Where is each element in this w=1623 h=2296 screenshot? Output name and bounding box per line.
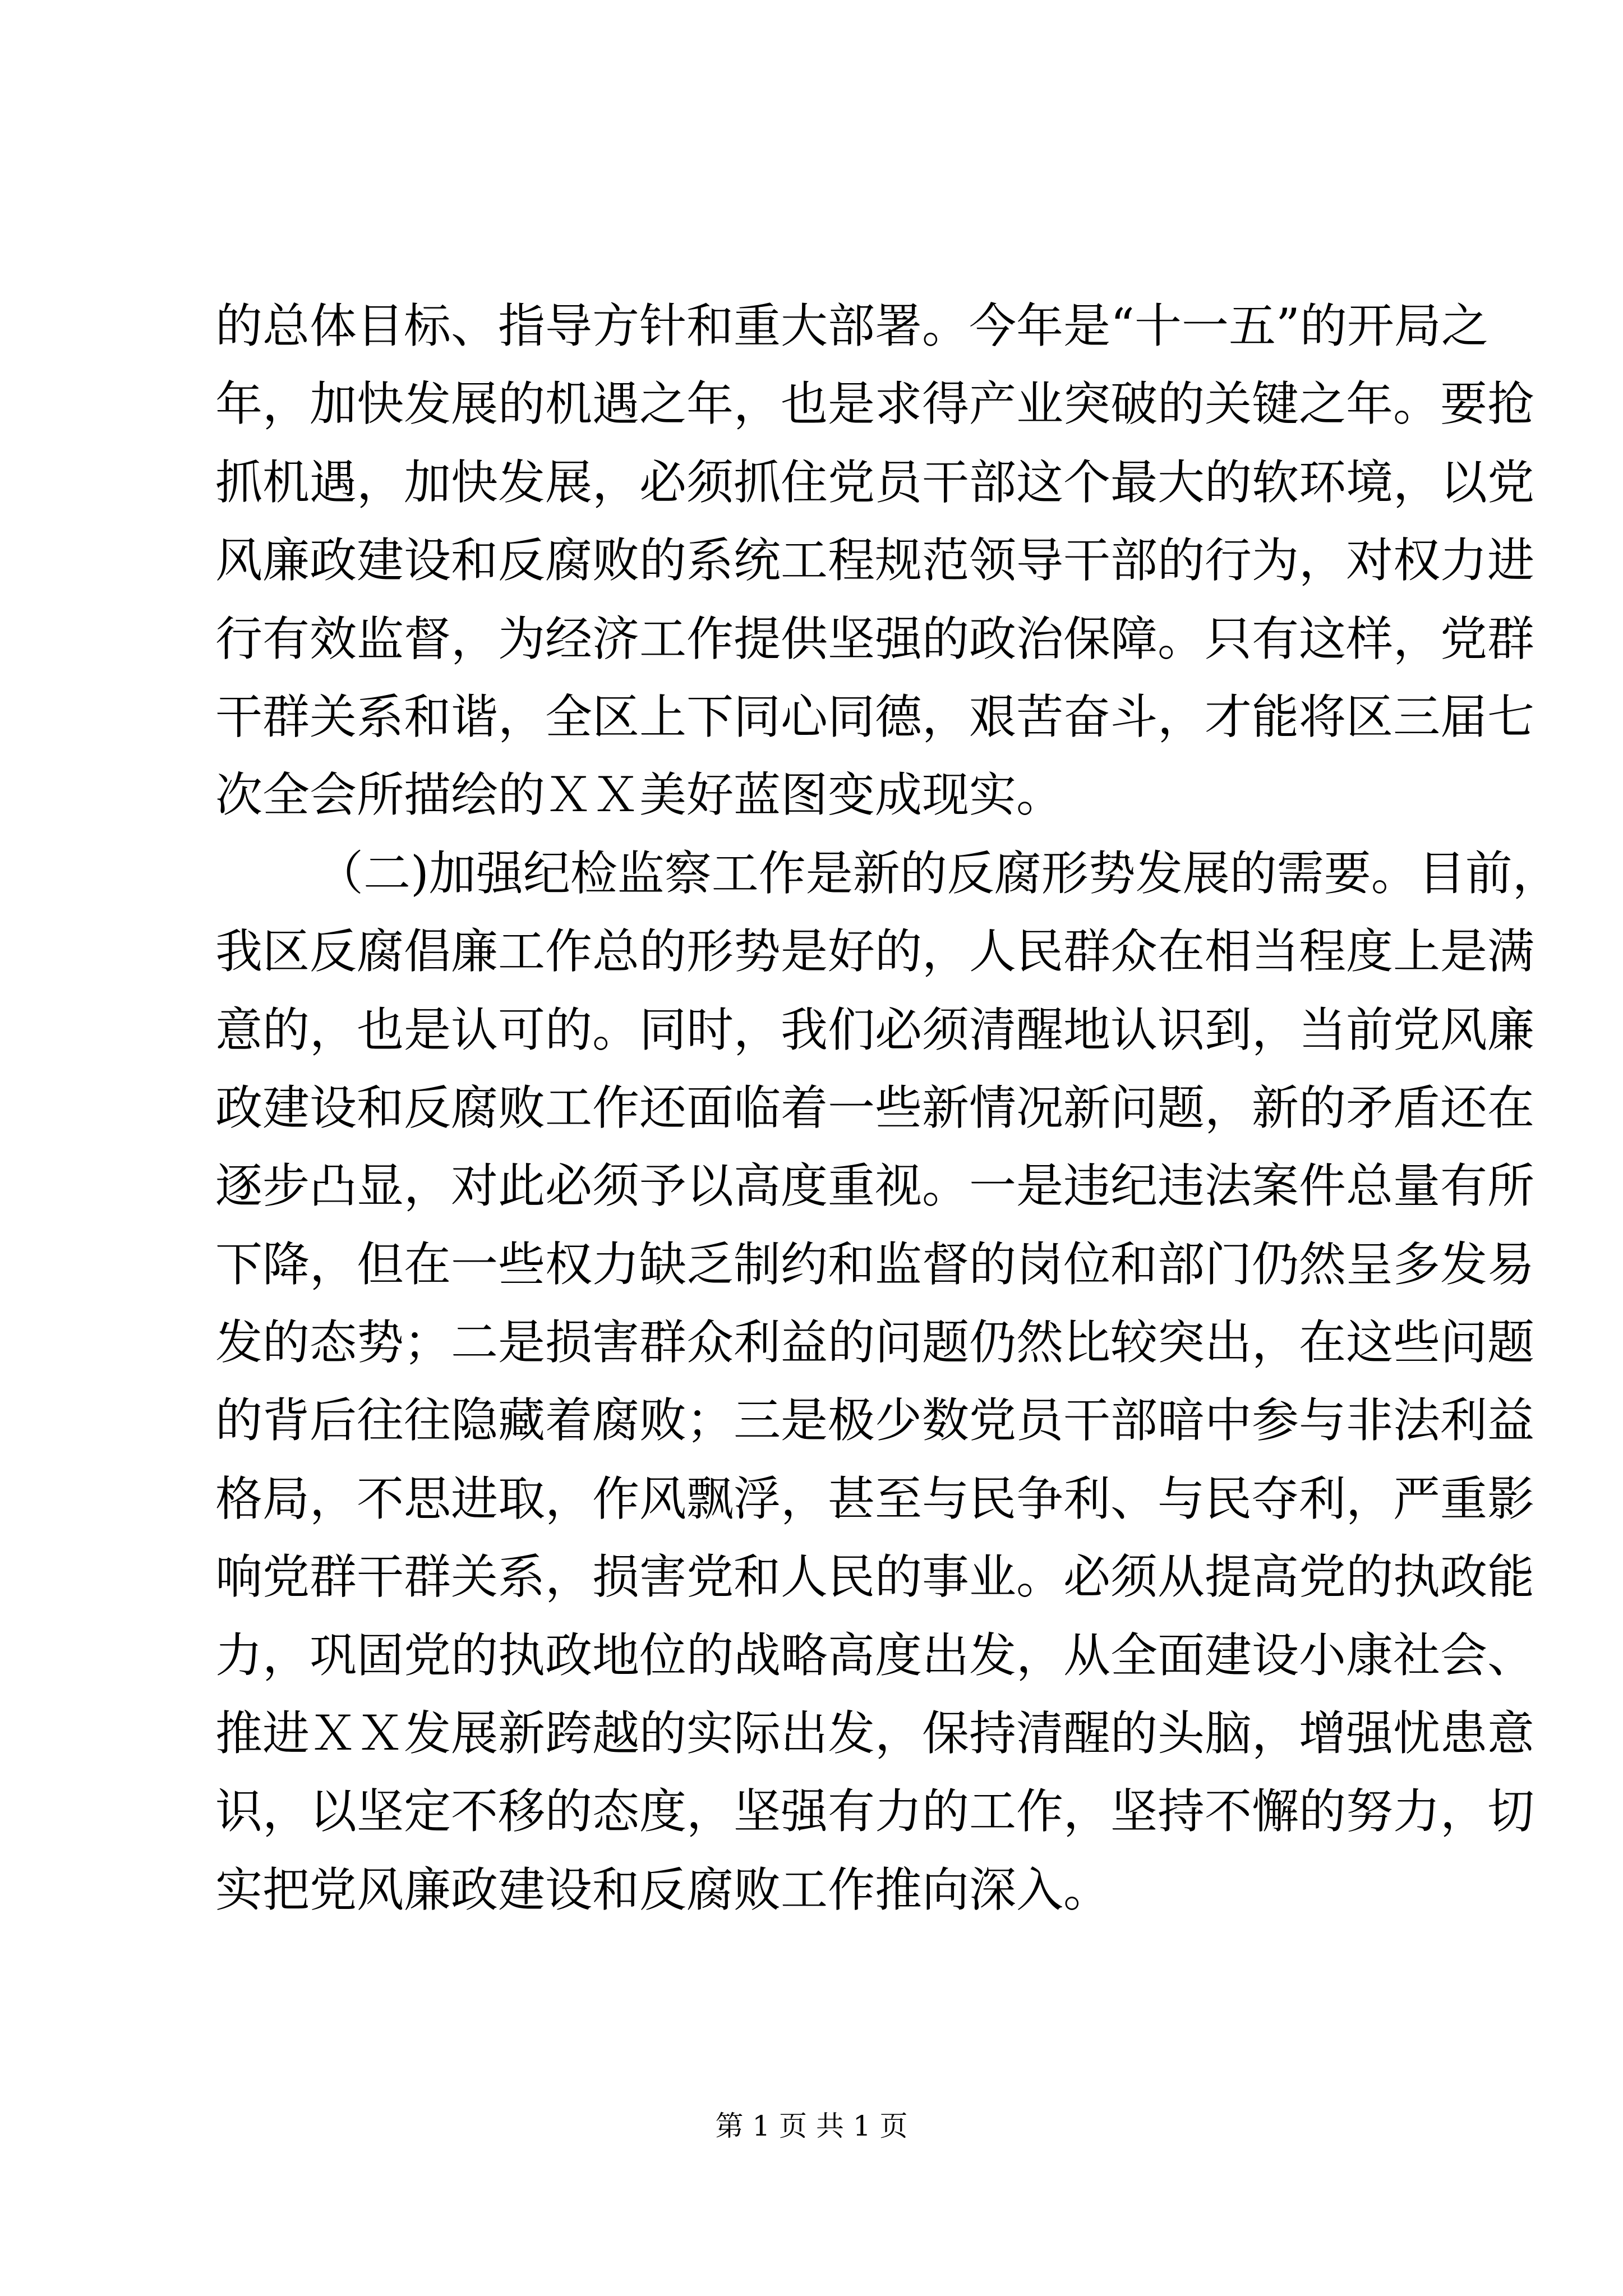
text-line: 干群关系和谐，全区上下同心同德，艰苦奋斗，才能将区三届七 [215,689,1535,744]
text-line: 力，巩固党的执政地位的战略高度出发，从全面建设小康社会、 [215,1627,1535,1683]
text-line: （二)加强纪检监察工作是新的反腐形势发展的需要。目前， [316,845,1560,901]
page-footer: 第 1 页 共 1 页 [715,2110,908,2142]
paragraph-1 [215,287,1535,835]
text-line: 我区反腐倡廉工作总的形势是好的，人民群众在相当程度上是满 [215,924,1535,979]
document-body [215,287,1560,1929]
text-line: 意的，也是认可的。同时，我们必须清醒地认识到，当前党风廉 [215,1002,1535,1057]
text-line: 实把党风廉政建设和反腐败工作推向深入。 [215,1862,1111,1917]
text-line: 的总体目标、指导方针和重大部署。今年是“十一五”的开局之 [215,298,1488,353]
paragraph-2 [215,835,1560,1929]
text-line: 逐步凸显，对此必须予以高度重视。一是违纪违法案件总量有所 [215,1158,1535,1214]
text-line: 响党群干群关系，损害党和人民的事业。必须从提高党的执政能 [215,1549,1535,1605]
text-line: 推进ＸＸ发展新跨越的实际出发，保持清醒的头脑，增强忧患意 [215,1706,1535,1761]
text-line: 识，以坚定不移的态度，坚强有力的工作，坚持不懈的努力，切 [215,1784,1535,1839]
text-line: 年，加快发展的机遇之年，也是求得产业突破的关键之年。要抢 [215,376,1535,432]
text-line: 格局，不思进取，作风飘浮，甚至与民争利、与民夺利，严重影 [215,1471,1535,1526]
text-line: 次全会所描绘的ＸＸ美好蓝图变成现实。 [215,767,1064,823]
text-line: 的背后往往隐藏着腐败；三是极少数党员干部暗中参与非法利益 [215,1393,1535,1448]
text-line: 抓机遇，加快发展，必须抓住党员干部这个最大的软环境，以党 [215,454,1535,510]
text-line: 风廉政建设和反腐败的系统工程规范领导干部的行为，对权力进 [215,533,1535,588]
text-line: 行有效监督，为经济工作提供坚强的政治保障。只有这样，党群 [215,611,1535,666]
text-line: 发的态势；二是损害群众利益的问题仍然比较突出，在这些问题 [215,1315,1535,1370]
text-line: 下降，但在一些权力缺乏制约和监督的岗位和部门仍然呈多发易 [215,1236,1535,1292]
text-line: 政建设和反腐败工作还面临着一些新情况新问题，新的矛盾还在 [215,1080,1535,1135]
